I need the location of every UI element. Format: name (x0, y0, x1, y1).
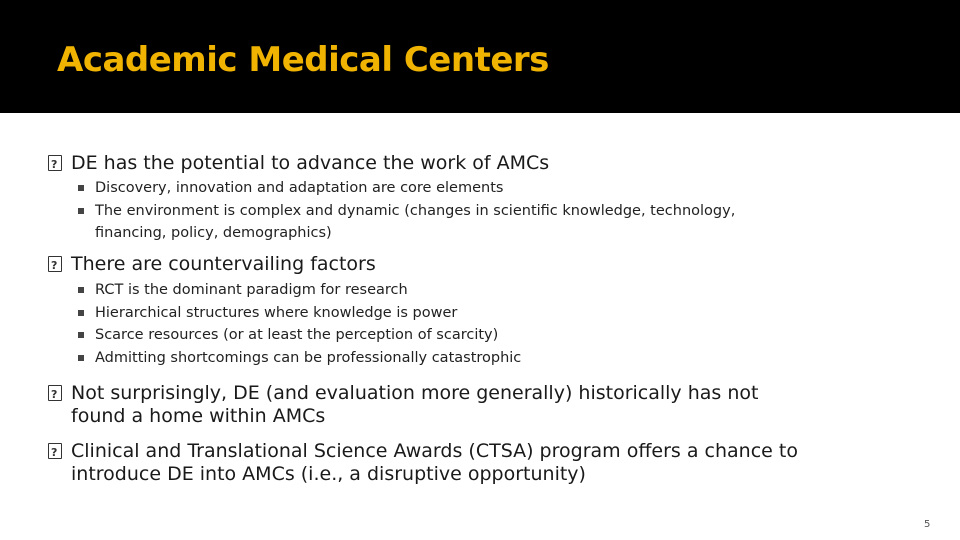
bullet-1-text: DE has the potential to advance the work of AMCs (71, 152, 550, 174)
bullet-4-text: Clinical and Translational Science Awards (CTSA) program offers a chance to introduce DE into AMCs (i.e., a disruptive opportunity) (71, 440, 798, 485)
page-number: 5 (924, 519, 931, 530)
square-bullet-icon (78, 287, 84, 293)
bullet-box-icon (48, 385, 62, 401)
square-bullet-icon (78, 332, 84, 338)
bullet-2-text: There are countervailing factors (71, 253, 376, 275)
square-bullet-icon (78, 355, 84, 361)
bullet-1 (48, 152, 828, 175)
bullet-2 (48, 253, 828, 276)
sub-bullet-2-3: Scarce resources (or at least the perception of scarcity) (78, 324, 798, 346)
bullet-box-icon (48, 155, 62, 171)
bullet-box-icon (48, 256, 62, 272)
bullet-box-icon (48, 443, 62, 459)
square-bullet-icon (78, 185, 84, 191)
bullet-3 (48, 382, 808, 428)
sub-bullet-1-1: Discovery, innovation and adaptation are core elements (78, 177, 798, 199)
square-bullet-icon (78, 310, 84, 316)
bullet-3-text: Not surprisingly, DE (and evaluation more generally) historically has not found a home within AMCs (71, 382, 759, 427)
sub-bullet-2-1: RCT is the dominant paradigm for research (78, 279, 798, 301)
sub-bullet-2-4: Admitting shortcomings can be professionally catastrophic (78, 347, 798, 369)
slide-title: Academic Medical Centers (57, 40, 549, 80)
sub-bullet-2-2: Hierarchical structures where knowledge is power (78, 302, 798, 324)
bullet-4 (48, 440, 828, 486)
sub-bullet-1-2: The environment is complex and dynamic (changes in scientific knowledge, technology, financing, policy, demographics) (78, 200, 798, 244)
square-bullet-icon (78, 208, 84, 214)
